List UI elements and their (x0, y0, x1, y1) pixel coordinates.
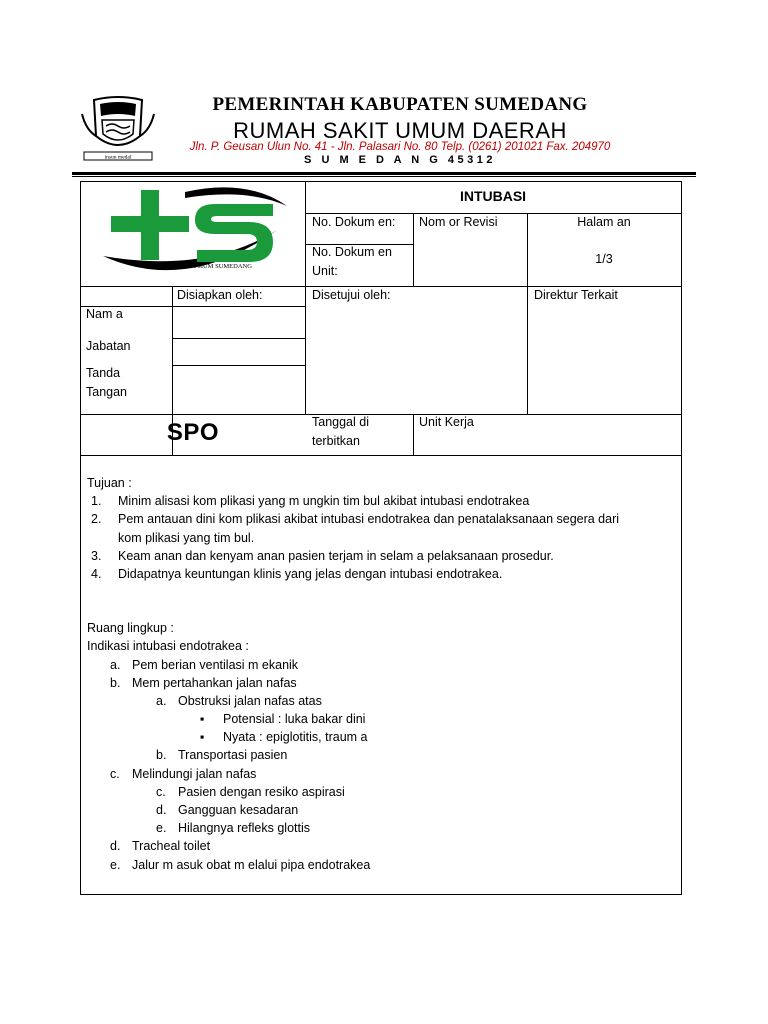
halaman-label: Halam an (577, 215, 631, 229)
section-heading (87, 619, 677, 637)
list-letter: e. (156, 821, 167, 836)
list-text: Pem berian ventilasi m ekanik (132, 657, 299, 672)
list-letter: d. (156, 803, 167, 817)
list-text: Jalur m asuk obat m elalui pipa endotrakea (132, 857, 371, 872)
bullet-icon: ▪ (200, 730, 205, 745)
letterhead-rule (72, 172, 696, 175)
approved-by-label: Disetujui oleh: (312, 288, 391, 302)
grid-line (81, 414, 681, 415)
list-item (87, 547, 677, 565)
tujuan-heading: Tujuan : (87, 476, 132, 490)
grid-line (413, 414, 414, 455)
grid-line (413, 213, 414, 286)
hospital-logo-icon (97, 186, 293, 284)
list-item (87, 746, 677, 764)
list-item (87, 692, 677, 710)
list-text: Didapatnya keuntungan klinis yang jelas dengan intubasi endotrakea. (118, 566, 503, 581)
letterhead-government: PEMERINTAH KABUPATEN SUMEDANG (212, 94, 588, 115)
no-dokumen-unit-label: No. Dokum en (312, 245, 392, 259)
section-heading (87, 474, 677, 492)
list-text: Gangguan kesadaran (178, 803, 299, 817)
halaman-value: 1/3 (595, 252, 613, 266)
spacer (87, 583, 677, 619)
list-text: Pasien dengan resiko aspirasi (178, 784, 345, 799)
list-text: Transportasi pasien (178, 748, 288, 763)
list-letter: a. (110, 657, 121, 672)
list-letter: b. (110, 675, 121, 690)
list-item (87, 674, 677, 692)
list-letter: e. (110, 857, 121, 872)
prepared-by-label: Disiapkan oleh: (177, 288, 263, 302)
list-text: Nyata : epiglotitis, traum a (223, 730, 368, 745)
list-number: 3. (91, 548, 102, 563)
list-item (87, 492, 677, 510)
list-item (87, 819, 677, 837)
logo-caption: RUMAH SAKIT UMUM SUMEDANG (146, 263, 252, 270)
list-text: Melindungi jalan nafas (132, 766, 257, 781)
list-item (87, 565, 677, 583)
letterhead-rule-thin (72, 176, 696, 177)
indikasi-heading: Indikasi intubasi endotrakea : (87, 639, 249, 654)
list-number: 1. (91, 494, 102, 509)
grid-line (81, 455, 681, 456)
letterhead-address: Jln. P. Geusan Ulun No. 41 - Jln. Palasari No. 80 Telp. (0261) 201021 Fax. 204970 (189, 141, 611, 153)
sumedang-seal-icon (78, 96, 158, 162)
tanda-tangan-label: Tanda (86, 366, 121, 380)
tanggal-terbit-label-2: terbitkan (312, 434, 360, 448)
grid-line (527, 213, 528, 414)
list-item (87, 529, 677, 547)
bullet-icon: ▪ (200, 712, 205, 727)
list-letter: a. (156, 693, 167, 708)
list-item (87, 656, 677, 674)
list-text: Minim alisasi kom plikasi yang m ungkin tim bul akibat intubasi endotrakea (118, 494, 530, 509)
list-text: Mem pertahankan jalan nafas (132, 675, 297, 690)
list-letter: c. (156, 784, 166, 799)
list-number: 2. (91, 512, 102, 527)
list-item (87, 765, 677, 783)
grid-line (172, 338, 306, 339)
nama-label: Nam a (86, 307, 123, 321)
list-text: kom plikasi yang tim bul. (118, 530, 255, 545)
list-text: Pem antauan dini kom plikasi akibat intubasi endotrakea dan penatalaksanaan segera dari (118, 512, 620, 527)
list-text: Obstruksi jalan nafas atas (178, 693, 322, 708)
tanda-tangan-label-2: Tangan (86, 385, 128, 399)
list-item (87, 856, 677, 874)
procedure-content (87, 474, 677, 874)
ruang-lingkup-heading: Ruang lingkup : (87, 621, 174, 636)
list-letter: d. (110, 839, 121, 854)
no-dokumen-unit-label-2: Unit: (312, 264, 338, 278)
tanggal-terbit-label: Tanggal di (312, 415, 369, 429)
list-letter: b. (156, 748, 167, 763)
list-item (87, 837, 677, 855)
letterhead-hospital: RUMAH SAKIT UMUM DAERAH (233, 118, 567, 143)
unit-kerja-label: Unit Kerja (419, 415, 474, 429)
list-text: Tracheal toilet (132, 839, 211, 854)
list-item (87, 728, 677, 746)
list-letter: c. (110, 766, 120, 781)
spo-form (80, 181, 682, 895)
list-item (87, 510, 677, 528)
section-heading (87, 637, 677, 655)
no-dokumen-label: No. Dokum en: (312, 215, 396, 229)
list-item (87, 801, 677, 819)
list-text: Potensial : luka bakar dini (223, 712, 366, 727)
list-text: Keam anan dan kenyam anan pasien terjam in selam a pelaksanaan prosedur. (118, 548, 554, 563)
grid-line (172, 365, 306, 366)
list-number: 4. (91, 566, 102, 581)
nomor-revisi-label: Nom or Revisi (419, 215, 498, 229)
seal-motto: insun medal (104, 154, 132, 161)
spo-label: SPO (166, 419, 220, 446)
list-item (87, 783, 677, 801)
grid-line (305, 182, 306, 414)
letterhead (0, 0, 768, 180)
jabatan-label: Jabatan (86, 339, 131, 353)
list-item (87, 710, 677, 728)
director-label: Direktur Terkait (534, 288, 618, 302)
letterhead-city: S U M E D A N G 45312 (304, 154, 496, 166)
list-text: Hilangnya refleks glottis (178, 821, 311, 836)
document-title: INTUBASI (459, 188, 527, 204)
